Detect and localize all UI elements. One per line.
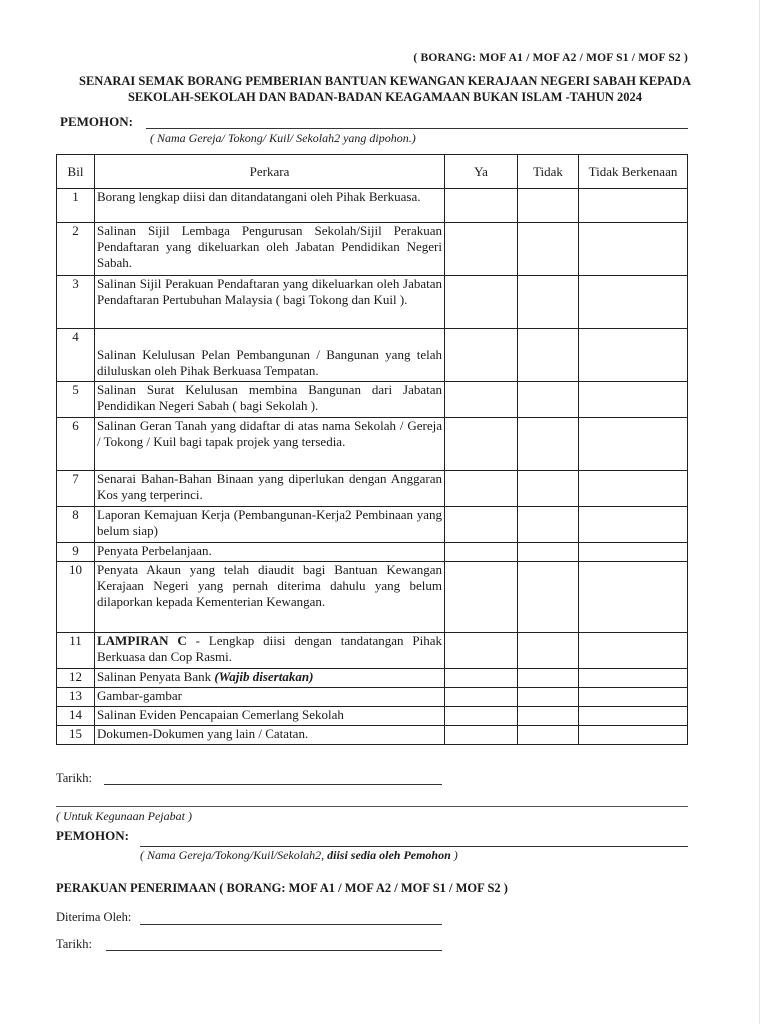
office-applicant-line[interactable] (140, 846, 688, 847)
table-row (57, 707, 688, 726)
checkbox-tidak[interactable] (518, 726, 579, 745)
item-text: Penyata Akaun yang telah diaudit bagi Bantuan Kewangan Kerajaan Negeri yang pernah diterima dahulu yang belum dilaporkan kepada Kementerian Kewangan. (97, 562, 442, 609)
table-row (57, 726, 688, 745)
table-row (57, 543, 688, 562)
row-number: 3 (57, 276, 95, 329)
table-row (57, 507, 688, 543)
section-divider (56, 806, 688, 807)
checkbox-ya[interactable] (445, 223, 518, 276)
checkbox-ya[interactable] (445, 507, 518, 543)
item-text: Penyata Perbelanjaan. (97, 543, 212, 558)
table-row (57, 562, 688, 633)
office-applicant-hint (140, 848, 458, 863)
checkbox-tidak[interactable] (518, 543, 579, 562)
checkbox-tidak[interactable] (518, 276, 579, 329)
table-row (57, 688, 688, 707)
checkbox-tidak-berkenaan[interactable] (579, 418, 688, 471)
form-code: ( BORANG: MOF A1 / MOF A2 / MOF S1 / MOF S2 ) (413, 52, 688, 64)
applicant-label: PEMOHON: (60, 114, 133, 129)
receipt-date-line[interactable] (106, 950, 442, 951)
table-row (57, 189, 688, 223)
header-ya: Ya (445, 155, 518, 189)
checkbox-ya[interactable] (445, 707, 518, 726)
item-text: Gambar-gambar (97, 688, 182, 703)
checkbox-tidak[interactable] (518, 507, 579, 543)
row-number: 15 (57, 726, 95, 745)
item-text: Salinan Sijil Perakuan Pendaftaran yang dikeluarkan oleh Jabatan Pendaftaran Pertubuhan Malaysia ( bagi Tokong dan Kuil ). (97, 276, 442, 307)
item-text: Salinan Kelulusan Pelan Pembangunan / Bangunan yang telah diluluskan oleh Pihak Berkuasa Tempatan. (97, 347, 442, 378)
item-text: Dokumen-Dokumen yang lain / Catatan. (97, 726, 309, 741)
checkbox-tidak[interactable] (518, 562, 579, 633)
row-item (95, 507, 445, 543)
row-number: 9 (57, 543, 95, 562)
checkbox-ya[interactable] (445, 543, 518, 562)
row-number: 6 (57, 418, 95, 471)
checklist-body (57, 189, 688, 745)
item-text: Borang lengkap diisi dan ditandatangani oleh Pihak Berkuasa. (97, 189, 421, 204)
office-hint-bold: diisi sedia oleh Pemohon (327, 848, 451, 862)
item-text: Salinan Eviden Pencapaian Cemerlang Sekolah (97, 707, 344, 722)
header-tidak-berkenaan: Tidak Berkenaan (579, 155, 688, 189)
checkbox-ya[interactable] (445, 189, 518, 223)
checkbox-tidak[interactable] (518, 329, 579, 382)
checkbox-ya[interactable] (445, 418, 518, 471)
checkbox-tidak-berkenaan[interactable] (579, 726, 688, 745)
checkbox-tidak-berkenaan[interactable] (579, 507, 688, 543)
checkbox-tidak[interactable] (518, 669, 579, 688)
row-number: 10 (57, 562, 95, 633)
checkbox-tidak-berkenaan[interactable] (579, 276, 688, 329)
row-item (95, 562, 445, 633)
table-header-row (57, 155, 688, 189)
row-item (95, 329, 445, 382)
office-use-note: ( Untuk Kegunaan Pejabat ) (56, 809, 192, 823)
item-text: Salinan Geran Tanah yang didaftar di atas nama Sekolah / Gereja / Tokong / Kuil bagi tapak projek yang tersedia. (97, 418, 442, 449)
row-item (95, 707, 445, 726)
checkbox-tidak-berkenaan[interactable] (579, 707, 688, 726)
row-number: 11 (57, 633, 95, 669)
row-item (95, 726, 445, 745)
date-line[interactable] (104, 784, 442, 785)
header-tidak: Tidak (518, 155, 579, 189)
checkbox-ya[interactable] (445, 669, 518, 688)
row-number: 13 (57, 688, 95, 707)
table-row (57, 276, 688, 329)
applicant-hint: ( Nama Gereja/ Tokong/ Kuil/ Sekolah2 yang dipohon.) (150, 131, 416, 145)
checkbox-tidak[interactable] (518, 418, 579, 471)
title-line-2: SEKOLAH-SEKOLAH DAN BADAN-BADAN KEAGAMAAN BUKAN ISLAM -TAHUN 2024 (127, 90, 643, 104)
table-row (57, 633, 688, 669)
checkbox-ya[interactable] (445, 633, 518, 669)
row-number: 4 (57, 329, 95, 382)
page-edge (759, 0, 760, 1024)
checkbox-tidak[interactable] (518, 707, 579, 726)
row-item (95, 223, 445, 276)
checkbox-tidak[interactable] (518, 189, 579, 223)
title-line-1: SENARAI SEMAK BORANG PEMBERIAN BANTUAN KEWANGAN KERAJAAN NEGERI SABAH KEPADA (79, 74, 691, 88)
row-number: 12 (57, 669, 95, 688)
table-row (57, 669, 688, 688)
office-applicant-label: PEMOHON: (56, 828, 129, 843)
item-text: - Lengkap diisi dengan tandatangan Pihak Berkuasa dan Cop Rasmi. (97, 633, 442, 664)
row-item (95, 633, 445, 669)
header-bil: Bil (57, 155, 95, 189)
checkbox-tidak-berkenaan[interactable] (579, 669, 688, 688)
header-perkara: Perkara (95, 155, 445, 189)
checkbox-tidak-berkenaan[interactable] (579, 633, 688, 669)
checkbox-tidak[interactable] (518, 633, 579, 669)
applicant-name-line[interactable] (146, 128, 688, 129)
row-number: 7 (57, 471, 95, 507)
checkbox-ya[interactable] (445, 471, 518, 507)
checkbox-tidak-berkenaan[interactable] (579, 471, 688, 507)
row-item (95, 418, 445, 471)
checkbox-ya[interactable] (445, 276, 518, 329)
receipt-date-label: Tarikh: (56, 937, 92, 951)
checkbox-tidak-berkenaan[interactable] (579, 189, 688, 223)
row-item (95, 471, 445, 507)
table-row (57, 418, 688, 471)
item-text: Salinan Sijil Lembaga Pengurusan Sekolah/Sijil Perakuan Pendaftaran yang dikeluarkan oleh Jabatan Pendidikan Negeri Sabah. (97, 223, 442, 270)
checkbox-ya[interactable] (445, 329, 518, 382)
checkbox-tidak-berkenaan[interactable] (579, 688, 688, 707)
document-title (40, 73, 730, 105)
table-row (57, 329, 688, 382)
row-number: 8 (57, 507, 95, 543)
item-text: Laporan Kemajuan Kerja (Pembangunan-Kerja2 Pembinaan yang belum siap) (97, 507, 442, 538)
checkbox-tidak-berkenaan[interactable] (579, 562, 688, 633)
checkbox-tidak[interactable] (518, 223, 579, 276)
office-hint-close: ) (450, 848, 458, 862)
row-item (95, 189, 445, 223)
row-item (95, 382, 445, 418)
row-number: 14 (57, 707, 95, 726)
table-row (57, 382, 688, 418)
row-item (95, 688, 445, 707)
received-by-line[interactable] (140, 924, 442, 925)
date-label: Tarikh: (56, 771, 92, 785)
row-item (95, 543, 445, 562)
checkbox-tidak-berkenaan[interactable] (579, 329, 688, 382)
office-hint-plain: ( Nama Gereja/Tokong/Kuil/Sekolah2, (140, 848, 328, 862)
receipt-title: PERAKUAN PENERIMAAN ( BORANG: MOF A1 / MOF A2 / MOF S1 / MOF S2 ) (56, 881, 508, 895)
item-text: Senarai Bahan-Bahan Binaan yang diperlukan dengan Anggaran Kos yang terperinci. (97, 471, 442, 502)
checkbox-ya[interactable] (445, 688, 518, 707)
checkbox-ya[interactable] (445, 562, 518, 633)
checkbox-ya[interactable] (445, 382, 518, 418)
checkbox-tidak[interactable] (518, 471, 579, 507)
table-row (57, 223, 688, 276)
item-text: Salinan Penyata Bank (97, 669, 215, 684)
row-number: 2 (57, 223, 95, 276)
received-by-label: Diterima Oleh: (56, 910, 132, 924)
row-number: 1 (57, 189, 95, 223)
checklist-table (56, 154, 688, 745)
checkbox-tidak-berkenaan[interactable] (579, 382, 688, 418)
row-item (95, 276, 445, 329)
row-number: 5 (57, 382, 95, 418)
row-item (95, 669, 445, 688)
checkbox-tidak-berkenaan[interactable] (579, 543, 688, 562)
checkbox-tidak[interactable] (518, 688, 579, 707)
item-emphasis: (Wajib disertakan) (214, 669, 314, 684)
item-text: Salinan Surat Kelulusan membina Bangunan dari Jabatan Pendidikan Negeri Sabah ( bagi Sekolah ). (97, 382, 442, 413)
checkbox-ya[interactable] (445, 726, 518, 745)
item-bold-label: LAMPIRAN C (97, 633, 187, 648)
checkbox-tidak-berkenaan[interactable] (579, 223, 688, 276)
checkbox-tidak[interactable] (518, 382, 579, 418)
table-row (57, 471, 688, 507)
